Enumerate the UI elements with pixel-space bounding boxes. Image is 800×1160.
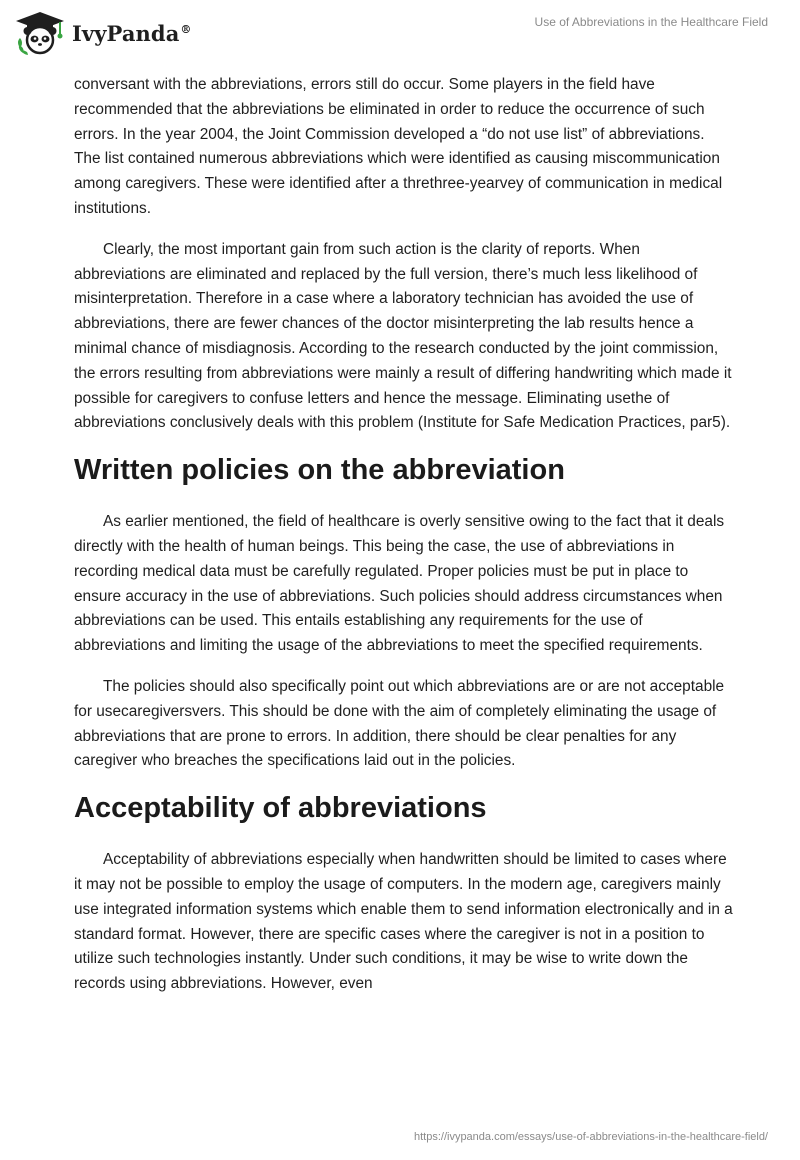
- paragraph-policies: As earlier mentioned, the field of healthcare is overly sensitive owing to the fact that it deals directly with the health of human beings. This being the case, the use of abbreviations in recording medical data must be carefully regulated. Proper policies must be put in place to ensure accuracy in the use of abbreviations. Such policies should address circumstances when abbreviations can be used. This entails establishing any requirements for the use of abbreviations and limiting the usage of the abbreviations to meet the specified requirements.: [74, 513, 725, 655]
- source-url[interactable]: https://ivypanda.com/essays/use-of-abbreviations-in-the-healthcare-field/: [413, 1131, 768, 1143]
- ivypanda-logo[interactable]: [14, 10, 192, 56]
- document-title: Use of Abbreviations in the Healthcare Field: [534, 15, 768, 29]
- paragraph-clarity: Clearly, the most important gain from such action is the clarity of reports. When abbreviations are eliminated and replaced by the full version, there’s much less likelihood of misinterpretation. Therefore in a case where a laboratory technician has avoided the use of abbreviations, there are fewer chances of the doctor misinterpreting the lab results hence a minimal chance of misdiagnosis. According to the research conducted by the joint commission, the errors resulting from abbreviations were mainly a result of differing handwriting which made it possible for caregivers to confuse letters and hence the message. Eliminating usethe of abbreviations conclusively deals with this problem (Institute for Safe Medication Practices, par5).: [74, 240, 732, 432]
- brand-name-text: IvyPanda: [72, 20, 180, 46]
- brand-registered-mark: ®: [180, 22, 192, 36]
- essay-body: [74, 73, 734, 1013]
- paragraph-acceptability: Acceptability of abbreviations especially when handwritten should be limited to cases where it may not be possible to employ the usage of computers. In the modern age, caregivers mainly use integrated information systems which enable them to send information electronically and in a standard format. However, there are specific cases where the caregiver is not in a position to utilize such technologies instantly. Under such conditions, it may be wise to write down the records using abbreviations. However, even: [74, 851, 733, 993]
- paragraph-continuation: conversant with the abbreviations, errors still do occur. Some players in the field have recommended that the abbreviations be eliminated in order to reduce the occurrence of such errors. In the year 2004, the Joint Commission developed a “do not use list” of abbreviations. The list contained numerous abbreviations which were identified as causing miscommunication among caregivers. These were identified after a threthree-yearvey of communication in medical institutions.: [74, 76, 723, 217]
- section-heading-acceptability: Acceptability of abbreviations: [74, 792, 487, 825]
- panda-graduate-icon: [14, 10, 66, 56]
- section-heading-written-policies: Written policies on the abbreviation: [74, 454, 565, 487]
- page-header: [0, 0, 800, 70]
- paragraph-policies-penalties: The policies should also specifically point out which abbreviations are or are not acceptable for usecaregiversvers. This should be done with the aim of completely eliminating the usage of abbreviations that are prone to errors. In addition, there should be clear penalties for any caregiver who breaches the specifications laid out in the policies.: [74, 677, 725, 770]
- brand-name: [72, 21, 192, 46]
